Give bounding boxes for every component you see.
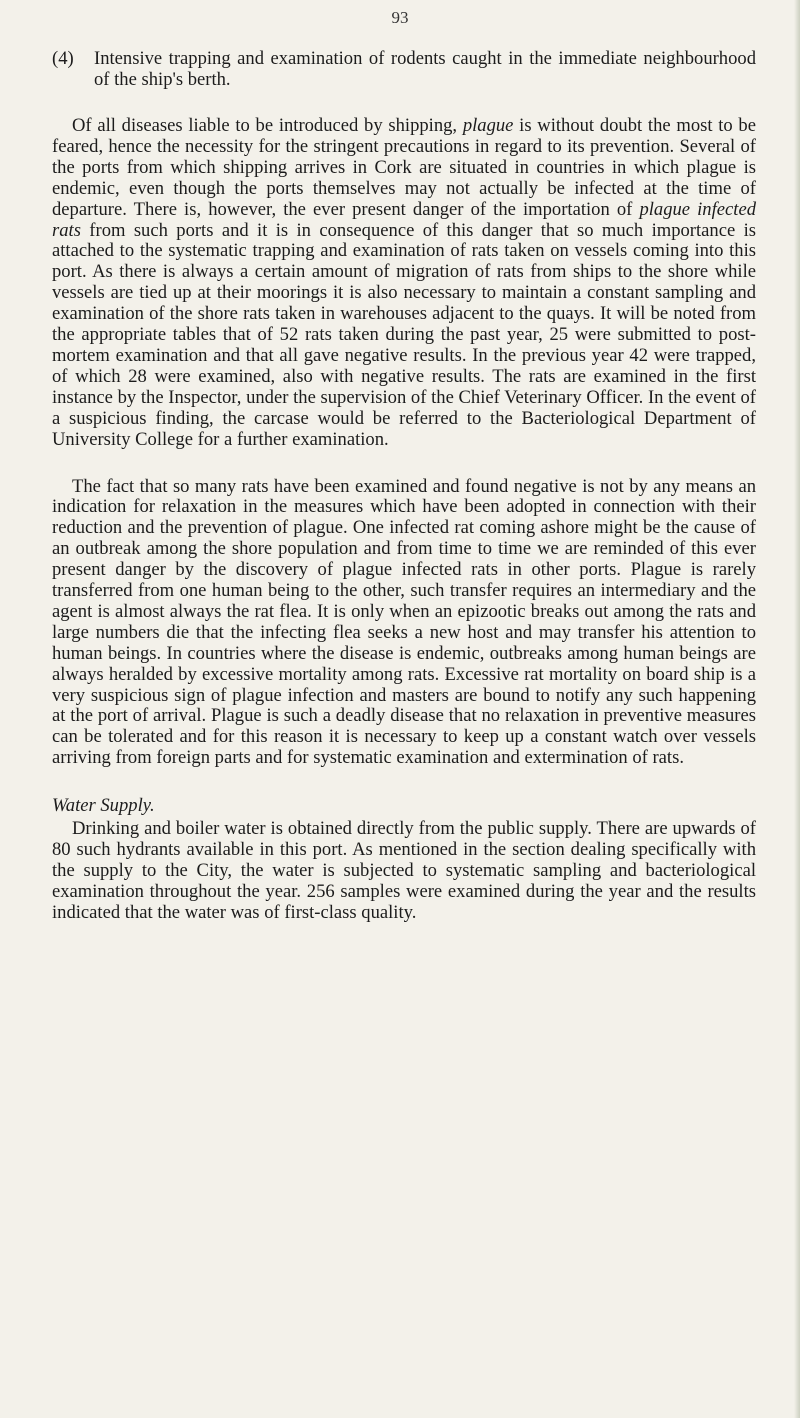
list-item-number: (4) [52,48,74,69]
paragraph-plague-precautions [52,116,756,451]
emphasis-plague: plague [462,115,514,136]
paragraph-text: is without doubt the most to be feared, hence the necessity for the stringent precautions in regard to its prevention. Several of the ports from which shipping arrives in Cork are situated in countries in which plague is endemic, even though the ports themselves may not actually be infected at the time of departure. There is, however, the ever present danger of the importation of [52,115,756,220]
page-content [52,48,756,924]
paragraph-text: from such ports and it is in consequence of this danger that so much importance is attached to the systematic trapping and examination of rats taken on vessels coming into this port. As there is always a certain amount of migration of rats from ships to the shore while vessels are tied up at their moorings it is also necessary to maintain a constant sampling and examination of the shore rats taken in warehouses adjacent to the quays. It will be noted from the appropriate tables that of 52 rats taken during the past year, 25 were submitted to post-mortem examination and that all gave negative results. In the previous year 42 were trapped, of which 28 were examined, also with negative results. The rats are examined in the first instance by the Inspector, under the supervision of the Chief Veterinary Officer. In the event of a suspicious finding, the carcase would be referred to the Bacteriological Department of University College for a further examination. [52,219,756,450]
emphasis-plague-infected-rats: plague infected rats [52,198,756,241]
page-number: 93 [391,8,409,27]
paragraph-water-supply: Drinking and boiler water is obtained directly from the public supply. There are upwards of 80 such hydrants available in this port. As mentioned in the section dealing specifically with the supply to the City, the water is subjected to systematic sampling and bacteriological examination throughout the year. 256 samples were examined during the year and the results indicated that the water was of first-class quality. [52,818,756,923]
paragraph-text: Of all diseases liable to be introduced by shipping, [72,115,463,136]
paragraph-rat-examination: The fact that so many rats have been examined and found negative is not by any means an indication for relaxation in the measures which have been adopted in connection with their reduction and the prevention of plague. One infected rat coming ashore might be the cause of an outbreak among the shore population and from time to time we are reminded of this ever present danger by the discovery of plague infected rats in other ports. Plague is rarely transferred from one human being to the other, such transfer requires an intermediary and the agent is almost always the rat flea. It is only when an epizootic breaks out among the rats and large numbers die that the infecting flea seeks a new host and may transfer his attention to human beings. In countries where the disease is endemic, outbreaks among human beings are always heralded by excessive mortality among rats. Excessive rat mortality on board ship is a very suspicious sign of plague infection and masters are bound to notify any such happening at the port of arrival. Plague is such a deadly disease that no relaxation in preventive measures can be tolerated and for this reason it is necessary to keep up a constant watch over vessels arriving from foreign parts and for systematic examination and extermination of rats. [52,475,756,769]
section-heading-water-supply: Water Supply. [52,795,155,817]
list-item-4 [52,48,756,90]
page-edge-shadow [794,0,800,1418]
list-item-text: Intensive trapping and examination of rodents caught in the immediate neighbourhood of the ship's berth. [94,48,756,90]
